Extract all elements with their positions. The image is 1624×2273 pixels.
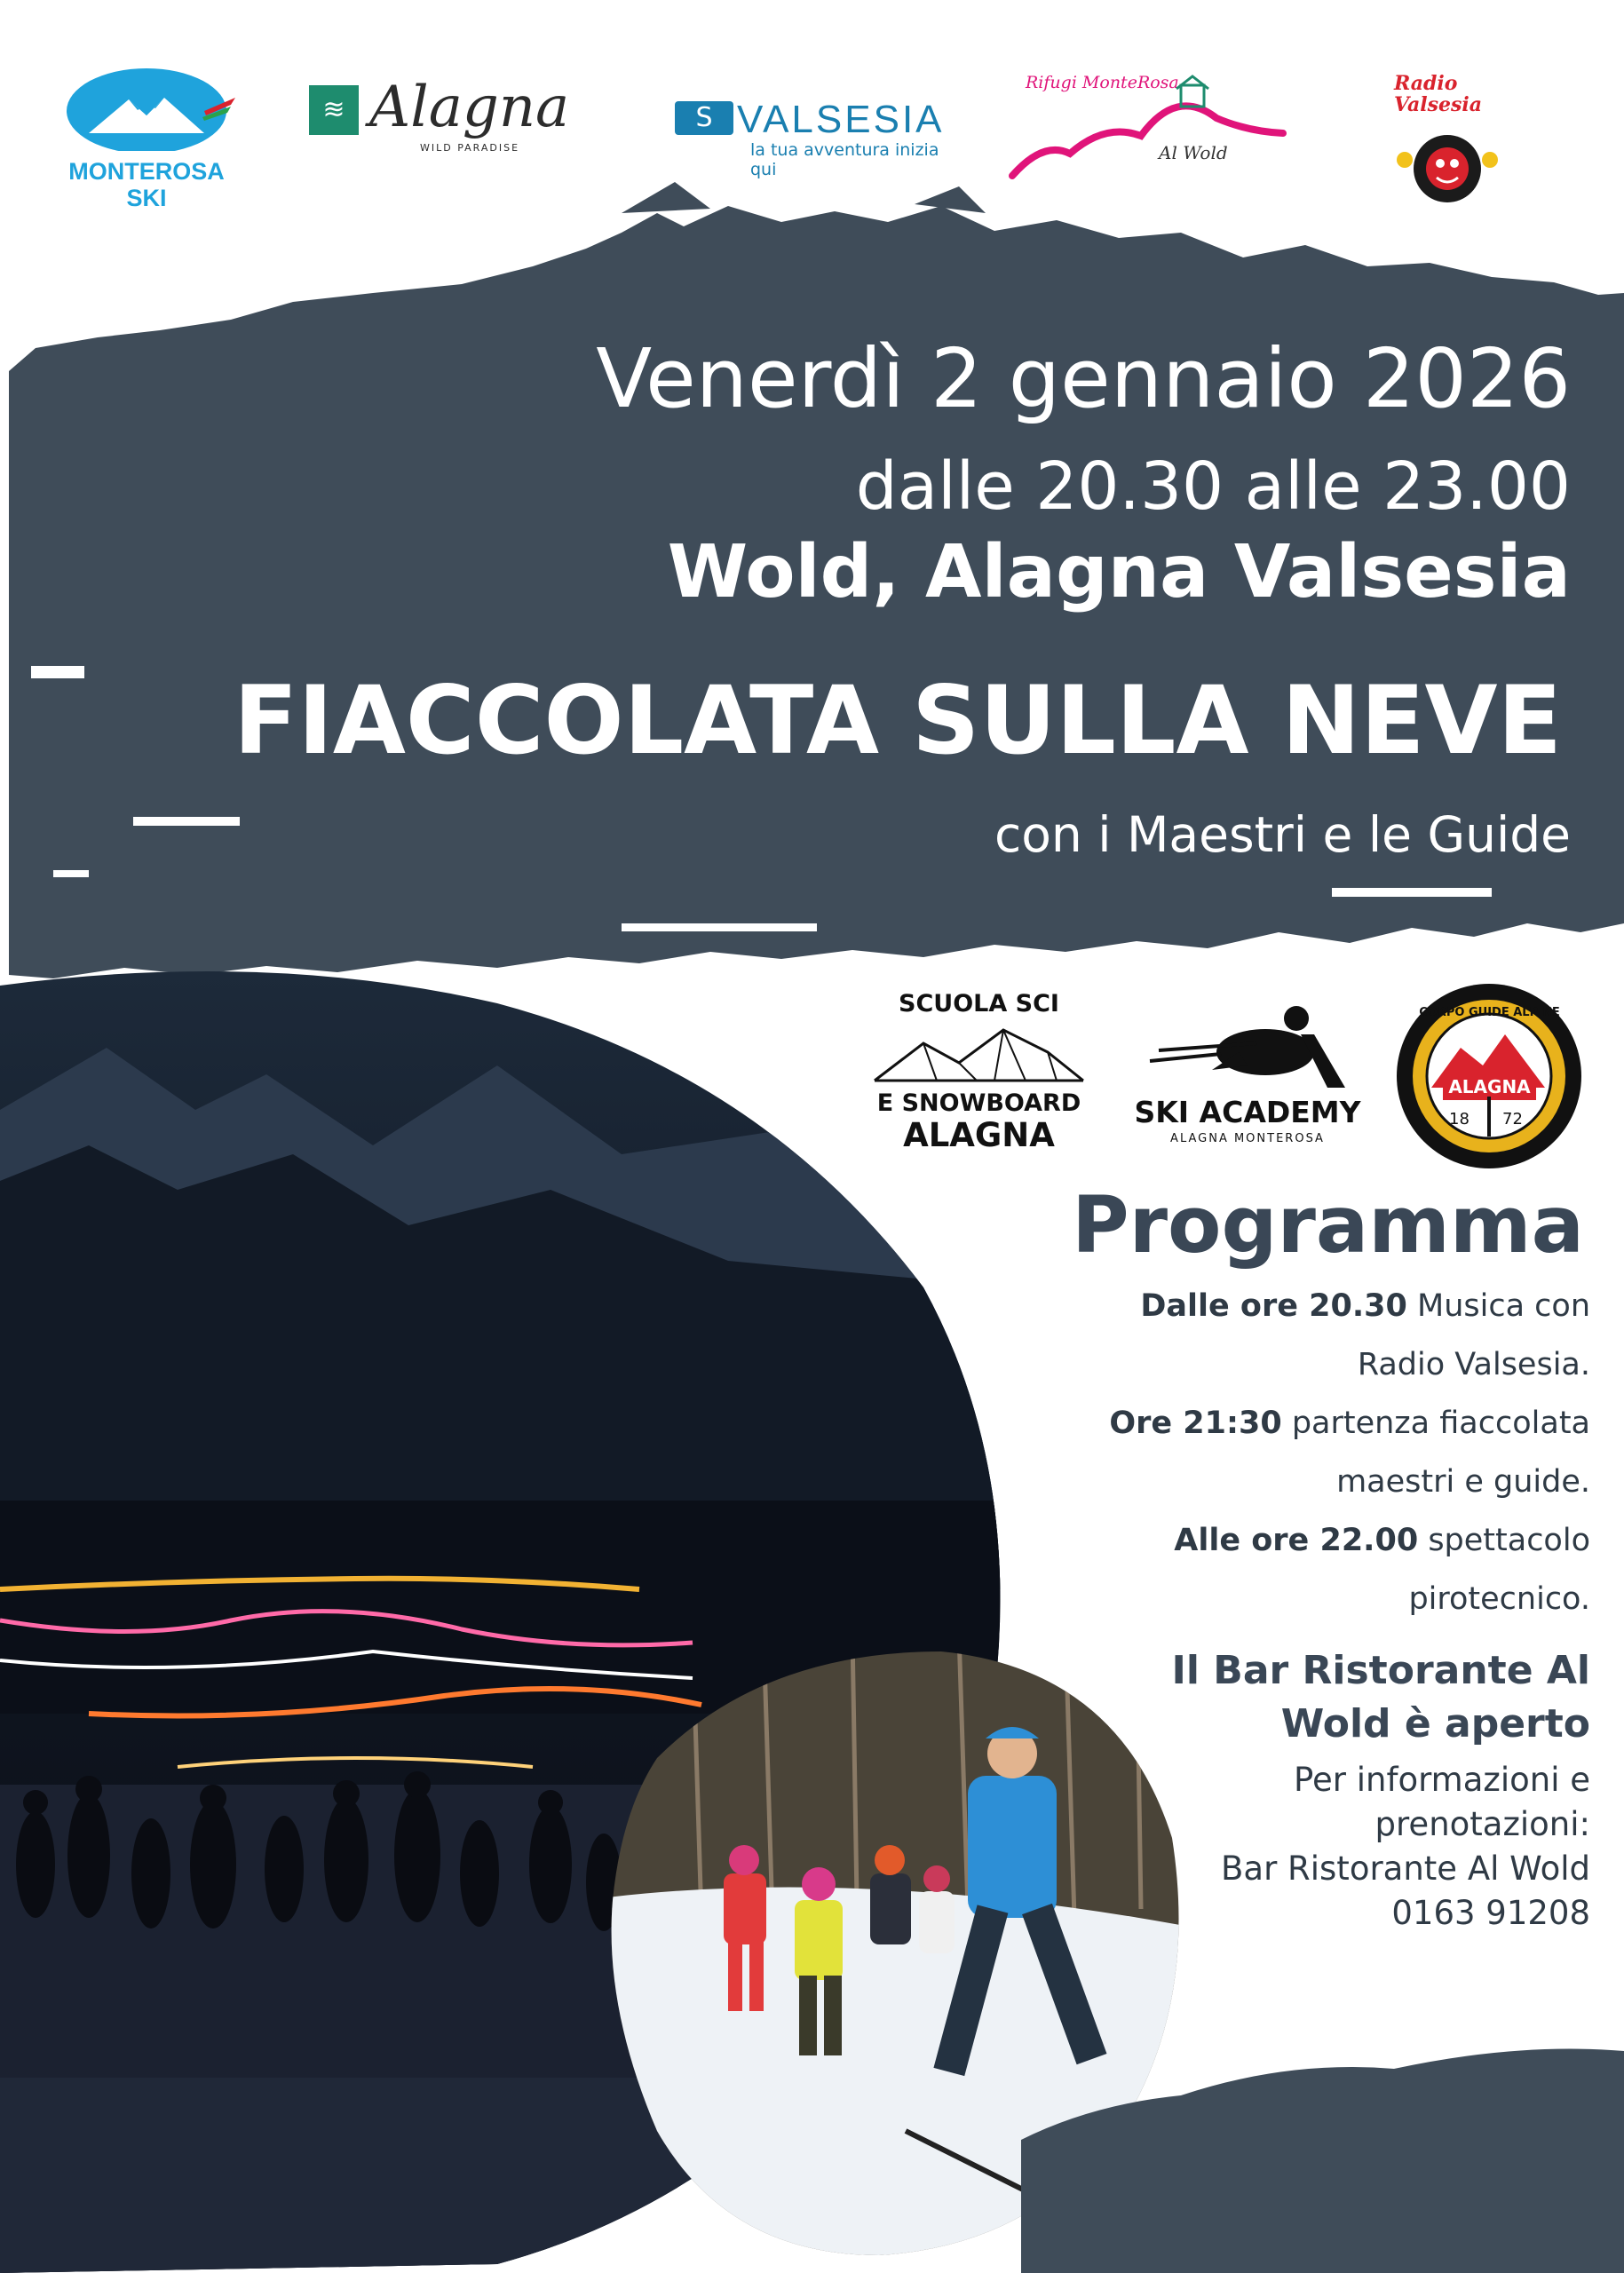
academy-sub: ALAGNA MONTEROSA [1170,1132,1325,1145]
footer-brush-band [1021,2007,1624,2273]
valsesia-mark-icon: S [675,101,733,135]
programma-item-1-text: Musica con [1406,1288,1590,1324]
programma-item-2-text: partenza fiaccolata [1281,1406,1590,1441]
programma-item-3 [1093,1511,1590,1628]
rifugi-monterosa-logo [1008,69,1292,185]
bar-open-notice [1040,1644,1590,1751]
rifugi-mountain-icon [1008,69,1292,185]
event-title: FIACCOLATA SULLA NEVE [234,666,1562,775]
alagna-tagline: WILD PARADISE [420,142,520,154]
programma-item-2-time: Ore 21:30 [1109,1406,1282,1441]
ski-academy-logo [1123,999,1372,1159]
event-subtitle: con i Maestri e le Guide [994,806,1571,863]
valsesia-tagline: la tua avventura inizia qui [750,140,939,179]
skier-silhouette-icon [1123,999,1372,1097]
monterosa-line2: SKI [126,185,167,211]
guide-year-b: 72 [1502,1110,1523,1129]
rifugi-sub: Al Wold [1159,142,1228,163]
bar-open-line1: Il Bar Ristorante Al [1171,1648,1590,1693]
alagna-badge-icon: ≋ [309,85,359,135]
monterosa-line1: MONTEROSA [68,158,225,185]
scuola-line3: ALAGNA [903,1116,1055,1154]
bar-open-line2: Wold è aperto [1280,1701,1590,1746]
guide-name: ALAGNA [1448,1076,1531,1097]
scuola-mountain-icon [870,1026,1088,1088]
info-line2: prenotazioni: [1374,1805,1590,1843]
info-line1: Per informazioni e [1294,1761,1590,1799]
corpo-guide-alpine-logo [1394,981,1585,1172]
programma-item-2 [1093,1394,1590,1511]
programma-item-3-text-cont: pirotecnico. [1408,1581,1590,1617]
event-location: Wold, Alagna Valsesia [667,530,1571,614]
guide-arc-text: CORPO GUIDE ALPINE [1419,1006,1560,1019]
alagna-logo [309,75,570,167]
guide-year-a: 18 [1449,1110,1470,1129]
info-line3: Bar Ristorante Al Wold [1221,1849,1590,1888]
programma-item-3-time: Alle ore 22.00 [1174,1523,1419,1558]
programma-item-1-time: Dalle ore 20.30 [1140,1288,1407,1324]
programma-item-3-text: spettacolo [1418,1523,1590,1558]
alagna-name: Alagna [369,75,570,140]
rifugi-title: Rifugi MonteRosa [1026,73,1179,92]
radio-name: Radio Valsesia [1394,72,1483,116]
radio-mascot-icon [1385,64,1509,215]
contact-info [1093,1758,1590,1936]
monterosa-ski-logo [53,62,240,222]
monterosa-mountain-icon [53,62,240,151]
event-date: Venerdì 2 gennaio 2026 [596,331,1571,426]
scuola-sci-logo [870,990,1088,1159]
valsesia-logo [675,98,959,179]
valsesia-name: VALSESIA [737,98,945,141]
programma-item-1 [1093,1277,1590,1394]
academy-name: SKI ACADEMY [1134,1095,1361,1129]
programma-item-1-text-cont: Radio Valsesia. [1357,1347,1590,1382]
phone-number: 0163 91208 [1391,1894,1590,1932]
scuola-line1: SCUOLA SCI [899,990,1059,1018]
scuola-line2: E SNOWBOARD [876,1089,1081,1117]
programma-heading: Programma [1072,1179,1584,1271]
programma-item-2-text-cont: maestri e guide. [1336,1464,1590,1500]
radio-valsesia-logo [1385,64,1509,215]
event-time: dalle 20.30 alle 23.00 [855,448,1571,525]
